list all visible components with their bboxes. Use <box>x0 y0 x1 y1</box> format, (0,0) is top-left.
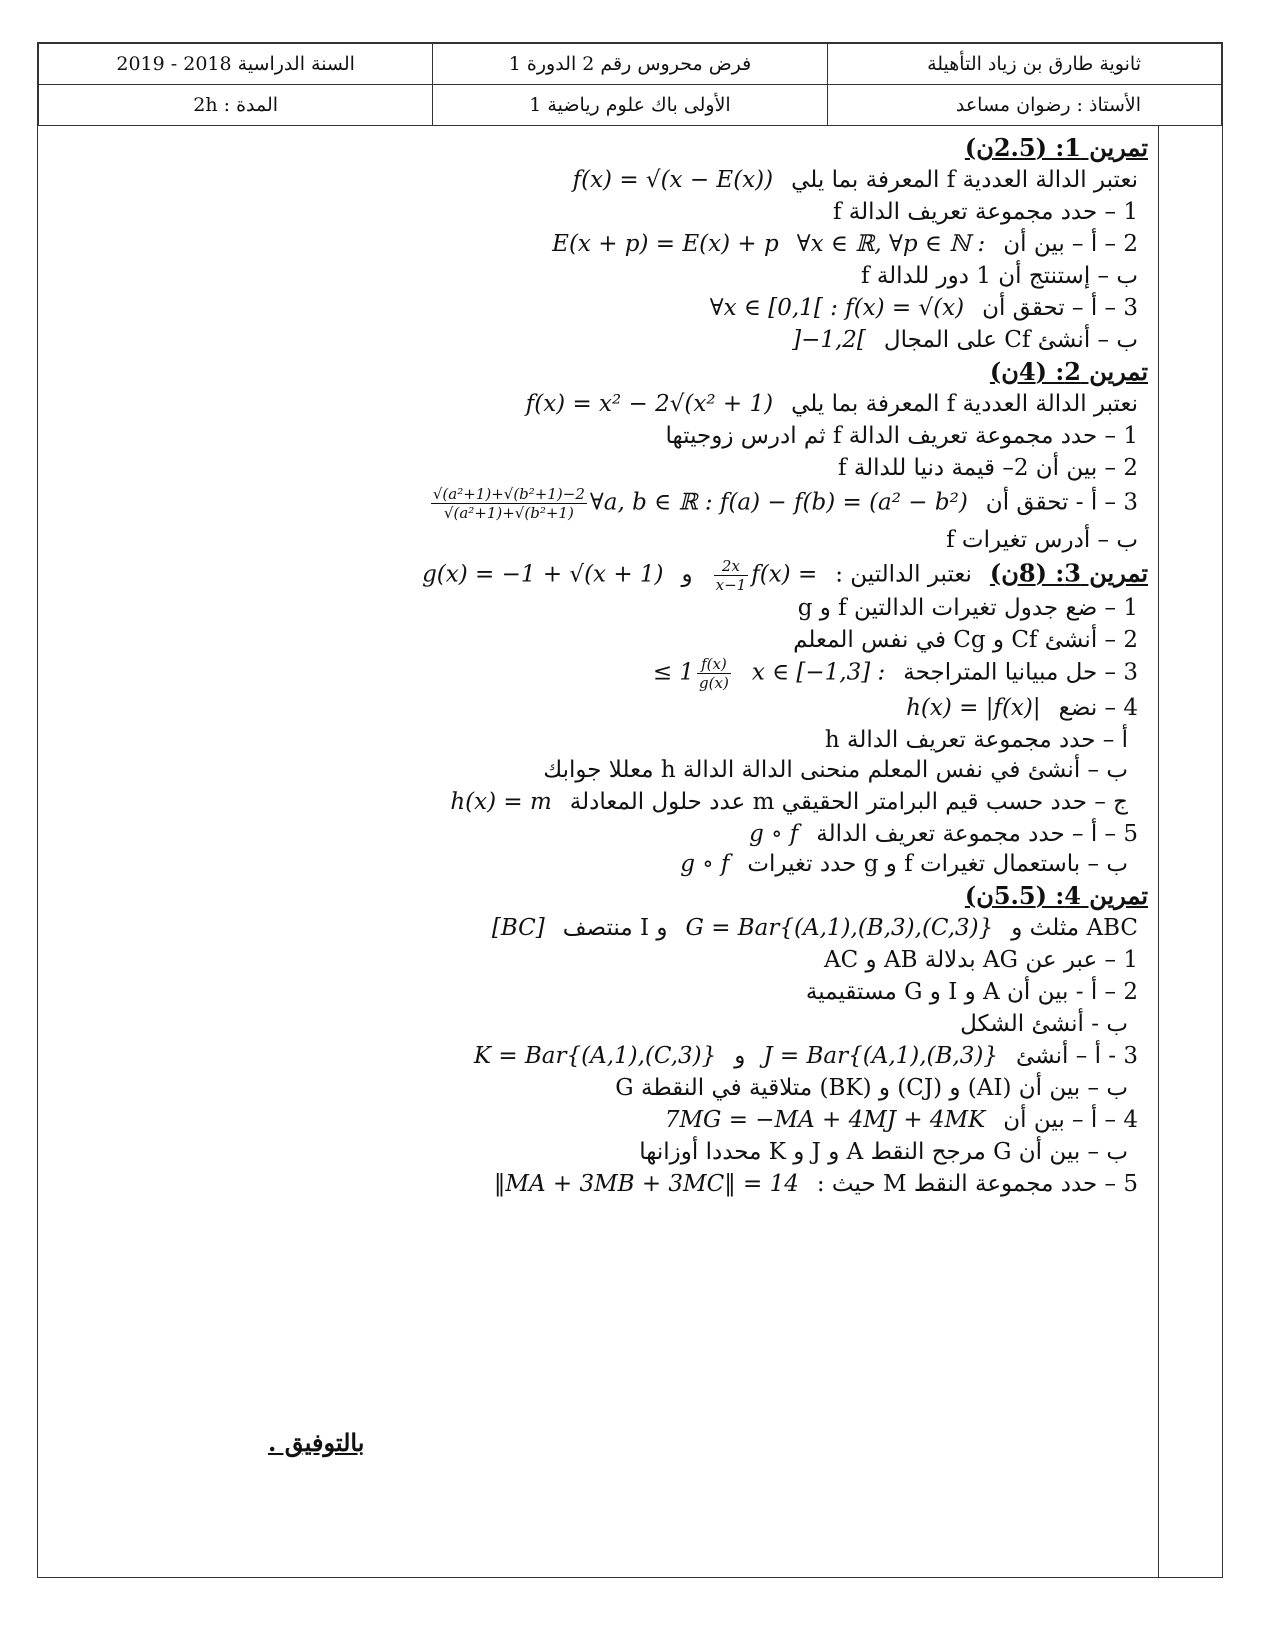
line-text: 1 – ضع جدول تغيرات الدالتين f و g <box>797 595 1138 621</box>
line-text: 4 – نضع <box>1058 695 1138 721</box>
exercise-line <box>573 165 1138 195</box>
line-text: 5 – أ – حدد مجموعة تعريف الدالة <box>816 821 1138 847</box>
math-expression: ]−1,2[ <box>792 327 866 353</box>
line-text: 2 – بين أن 2– قيمة دنيا للدالة f <box>838 455 1138 481</box>
exercise-line <box>946 525 1138 555</box>
exercise-line <box>906 693 1138 723</box>
teacher-cell: الأستاذ : رضوان مساعد <box>827 85 1221 126</box>
math-expression: ≤ 1 <box>652 659 695 686</box>
exercise-line <box>680 849 1128 879</box>
exercise-line <box>838 453 1138 483</box>
math-expression: h(x) = m <box>450 789 552 815</box>
line-text: 2 – أ – بين أن <box>1003 231 1138 257</box>
math-expression: f(x) = <box>751 561 818 588</box>
line-text: 2 – أ - بين أن A و I و G مستقيمية <box>805 979 1138 1005</box>
conjunction: و <box>734 1043 746 1069</box>
line-text: نعتبر الدالة العددية f المعرفة بما يلي <box>791 391 1138 417</box>
exercise-line <box>422 557 1148 594</box>
year-cell: السنة الدراسية 2018 - 2019 <box>39 44 433 85</box>
line-text: 3 - أ – أنشئ <box>1015 1043 1138 1069</box>
exam-title-cell: فرض محروس رقم 2 الدورة 1 <box>433 44 827 85</box>
line-text: ب – باستعمال تغيرات f و g حدد تغيرات <box>747 851 1128 877</box>
math-expression: ∀x ∈ ℝ, ∀p ∈ ℕ : <box>796 231 986 257</box>
exercise-title <box>947 133 1148 164</box>
fraction-denominator: √(a²+1)+√(b²+1) <box>443 504 574 522</box>
math-expression: h(x) = |f(x)| <box>906 695 1041 721</box>
line-text: 3 – أ – تحقق أن <box>982 295 1138 321</box>
line-text: 1 – حدد مجموعة تعريف الدالة f ثم ادرس زوجيتها <box>665 423 1138 449</box>
exercise-line <box>833 197 1138 227</box>
line-text: نعتبر الدالتين : <box>835 561 972 588</box>
exercise-title <box>947 881 1148 912</box>
exercise-line <box>428 485 1138 522</box>
exercise-line <box>492 913 1138 943</box>
math-expression: J = Bar{(A,1),(B,3)} <box>763 1043 998 1069</box>
line-text: ج – حدد حسب قيم البرامتر الحقيقي m عدد حلول المعادلة <box>569 789 1128 815</box>
math-expression: x ∈ [−1,3] : <box>751 659 886 686</box>
line-text: ب – أنشئ Cf على المجال <box>883 327 1138 353</box>
exercise-line <box>798 593 1138 623</box>
math-expression: E(x + p) = E(x) + p <box>552 231 779 257</box>
exercise-line <box>653 655 1138 692</box>
math-expression: ∀x ∈ [0,1[ : f(x) = √(x) <box>709 295 965 321</box>
conjunction: و <box>681 561 693 588</box>
exercise-line <box>615 1073 1128 1103</box>
math-expression: ‖MA + 3MB + 3MC‖ = 14 <box>493 1171 799 1197</box>
exercise-heading: تمرين 2: (4ن) <box>989 357 1148 386</box>
math-expression: f(x) = x² − 2√(x² + 1) <box>525 391 774 417</box>
exercise-line <box>825 725 1128 755</box>
exercise-line <box>474 1041 1138 1071</box>
line-text: 3 – حل مبيانيا المتراجحة <box>903 659 1138 686</box>
fraction-denominator: g(x) <box>699 674 729 692</box>
exercise-heading: تمرين 3: (8ن) <box>989 558 1148 588</box>
line-text: 4 – أ – بين أن <box>1003 1107 1138 1133</box>
exercise-heading: تمرين 1: (2.5ن) <box>964 133 1148 162</box>
right-margin-line <box>1158 125 1159 1577</box>
line-text: 3 – أ - تحقق أن <box>985 489 1138 516</box>
exercise-line <box>665 1105 1138 1135</box>
math-expression: g ∘ f <box>680 851 730 877</box>
math-expression: f(x) = √(x − E(x)) <box>572 167 774 193</box>
math-expression: g(x) = −1 + √(x + 1) <box>422 561 664 588</box>
line-text: أ – حدد مجموعة تعريف الدالة h <box>824 727 1128 753</box>
exercise-line <box>806 977 1138 1007</box>
exercise-line <box>710 293 1138 323</box>
math-expression: 7MG = −MA + 4MJ + 4MK <box>664 1107 986 1133</box>
exercise-title <box>972 357 1148 388</box>
exercise-line <box>552 229 1138 259</box>
line-text: 1 – عبر عن AG بدلالة AB و AC <box>824 947 1138 973</box>
fraction <box>714 557 749 594</box>
header-table <box>38 43 1222 126</box>
exercise-line <box>526 389 1138 419</box>
duration-cell: المدة : 2h <box>39 85 433 126</box>
math-expression: K = Bar{(A,1),(C,3)} <box>473 1043 717 1069</box>
exercise-line <box>639 1137 1128 1167</box>
math-expression: g ∘ f <box>749 821 799 847</box>
exercise-line <box>749 819 1138 849</box>
line-text: ب – إستنتج أن 1 دور للدالة f <box>861 263 1138 289</box>
school-cell: ثانوية طارق بن زياد التأهيلة <box>827 44 1221 85</box>
math-expression: G = Bar{(A,1),(B,3),(C,3)} <box>685 915 994 941</box>
math-expression: ∀a, b ∈ ℝ : f(a) − f(b) = (a² − b²) <box>589 489 968 516</box>
fraction-numerator: 2x <box>714 557 749 576</box>
closing-text: بالتوفيق . <box>268 1428 365 1457</box>
exercise-line <box>824 945 1138 975</box>
line-text: 5 – حدد مجموعة النقط M حيث : <box>816 1171 1138 1197</box>
level-cell: الأولى باك علوم رياضية 1 <box>433 85 827 126</box>
line-text: ب – بين أن (AI) و (CJ) و (BK) متلاقية في النقطة G <box>615 1075 1128 1101</box>
fraction <box>431 485 587 522</box>
exam-sheet <box>37 42 1223 1578</box>
exercise-line <box>792 325 1138 355</box>
exercise-line <box>666 421 1138 451</box>
exercise-heading: تمرين 4: (5.5ن) <box>964 881 1148 910</box>
fraction-numerator: f(x) <box>697 655 731 674</box>
line-text: ب – أنشئ في نفس المعلم منحنى الدالة الدالة h معللا جوابك <box>543 757 1128 783</box>
math-expression: [BC] <box>491 915 545 941</box>
line-text: ب – بين أن G مرجح النقط A و J و K محددا أوزانها <box>639 1139 1128 1165</box>
exercise-line <box>793 625 1138 655</box>
exercise-line <box>494 1169 1138 1199</box>
line-text: ب – أدرس تغيرات f <box>946 527 1138 553</box>
line-text: نعتبر الدالة العددية f المعرفة بما يلي <box>791 167 1138 193</box>
line-text: ABC مثلث و <box>1011 915 1138 941</box>
fraction <box>697 655 731 692</box>
line-text: و I منتصف <box>562 915 668 941</box>
line-text: 1 – حدد مجموعة تعريف الدالة f <box>832 199 1138 225</box>
fraction-denominator: x−1 <box>715 576 747 594</box>
line-text: ب - أنشئ الشكل <box>960 1011 1128 1037</box>
line-text: 2 – أنشئ Cf و Cg في نفس المعلم <box>793 627 1138 653</box>
exercise-line <box>543 755 1128 785</box>
fraction-numerator: √(a²+1)+√(b²+1)−2 <box>432 485 585 503</box>
exercise-line <box>960 1009 1128 1039</box>
exercise-line <box>450 787 1128 817</box>
exercise-line <box>861 261 1138 291</box>
